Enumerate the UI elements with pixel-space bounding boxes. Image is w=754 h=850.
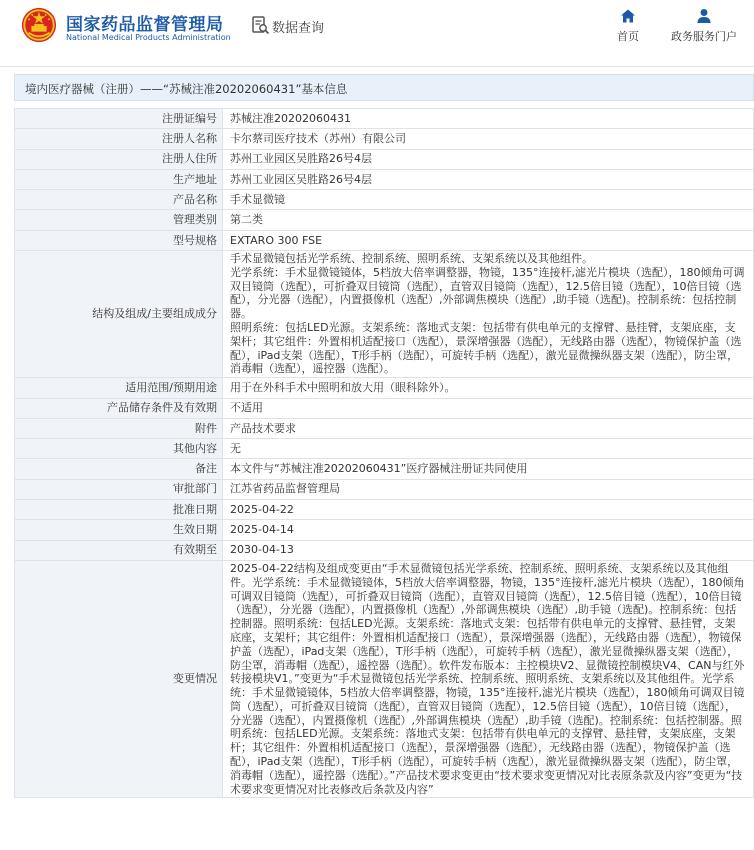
table-row [15,190,754,210]
row-label: 注册证编号 [15,109,223,129]
row-label: 产品储存条件及有效期 [15,398,223,418]
row-label: 产品名称 [15,190,223,210]
row-label: 有效期至 [15,540,223,560]
table-row [15,418,754,438]
table-row [15,251,754,378]
registrant-address-value: 苏州工业园区吴胜路26号4层 [223,149,754,169]
intended-use-value: 用于在外科手术中照明和放大用（眼科除外）。 [223,378,754,398]
site-name-en: National Medical Products Administration [66,33,231,42]
row-label: 附件 [15,418,223,438]
table-row [15,129,754,149]
site-header [0,0,754,66]
row-label: 管理类别 [15,210,223,230]
row-label: 结构及组成/主要组成成分 [15,251,223,378]
data-query-label[interactable]: 数据查询 [272,21,325,36]
table-row [15,520,754,540]
row-label: 型号规格 [15,230,223,250]
table-row [15,560,754,798]
national-emblem-icon [20,6,58,44]
site-name[interactable]: 国家药品监督管理局 [66,15,224,35]
header-divider [0,66,754,67]
structure-paragraph: 光学系统：手术显微镜镜体，5档放大倍率调整器，物镜，135°连接杆,滤光片模块（选配），180倾角可调双目镜筒（选配），可折叠双目镜筒（选配），直管双目镜筒（选配），12.5倍目镜（选配），10倍目镜（选配），分光器（选配），内置摄像机（选配）,外部调焦模块（选配）,助手镜（选配)。控制系统：包括控制器。 [230,265,745,321]
table-row [15,479,754,499]
row-label: 注册人住所 [15,149,223,169]
remark-value: 本文件与“苏械注准20202060431”医疗器械注册证共同使用 [223,459,754,479]
attachment-value: 产品技术要求 [223,418,754,438]
row-label: 生产地址 [15,169,223,189]
table-row [15,378,754,398]
production-address-value: 苏州工业园区吴胜路26号4层 [223,169,754,189]
storage-condition-value: 不适用 [223,398,754,418]
row-label: 审批部门 [15,479,223,499]
table-row [15,439,754,459]
approval-department-value: 江苏省药品监督管理局 [223,479,754,499]
registration-number-value: 苏械注准20202060431 [223,109,754,129]
structure-value [223,251,754,378]
nav-home[interactable] [612,8,644,44]
table-row [15,230,754,250]
row-label: 生效日期 [15,520,223,540]
effective-date-value: 2025-04-14 [223,520,754,540]
data-query-icon [252,16,270,36]
detail-table [14,108,754,798]
row-label: 注册人名称 [15,129,223,149]
row-label: 变更情况 [15,560,223,798]
other-content-value: 无 [223,439,754,459]
row-label: 备注 [15,459,223,479]
table-row [15,210,754,230]
row-label: 适用范围/预期用途 [15,378,223,398]
table-row [15,540,754,560]
row-label: 批准日期 [15,500,223,520]
registrant-name-value: 卡尔蔡司医疗技术（苏州）有限公司 [223,129,754,149]
structure-paragraph: 手术显微镜包括光学系统、控制系统、照明系统、支架系统以及其他组件。 [230,252,593,266]
table-row [15,459,754,479]
nav-service-portal[interactable] [664,8,744,44]
product-name-value: 手术显微镜 [223,190,754,210]
management-category-value: 第二类 [223,210,754,230]
table-row [15,398,754,418]
change-history-value: 2025-04-22结构及组成变更由“手术显微镜包括光学系统、控制系统、照明系统、支架系统以及其他组件。光学系统：手术显微镜镜体，5档放大倍率调整器，物镜，135°连接杆,滤光片模块（选配），180倾角可调双目镜筒（选配），可折叠双目镜筒（选配），直管双目镜筒（选配），12.5倍目镜（选配），10倍目镜（选配），分光器（选配），内置摄像机（选配）,外部调焦模块（选配）,助手镜（选配)。控制系统：包括控制器。照明系统：包括LED光源。支架系统：落地式支架：包括带有供电单元的支撑臂、悬挂臂，支架底座，支架杆；其它组件：外置相机适配接口（选配），景深增强器（选配），无线路由器（选配），物镜保护盖（选配），iPad支架（选配），T形手柄（选配），可旋转手柄（选配），激光显微操纵器支架（选配），防尘罩，消毒帽（选配），遥控器（选配）。软件发布版本：主控模块V2、显微镜控制模块V4、CAN与红外转接模块V1。”变更为“手术显微镜包括光学系统、控制系统、照明系统、支架系统以及其他组件。光学系统：手术显微镜镜体，5档放大倍率调整器，物镜，135°连接杆,滤光片模块（选配），180倾角可调双目镜筒（选配），可折叠双目镜筒（选配），直管双目镜筒（选配），12.5倍目镜（选配），10倍目镜（选配），分光器（选配），内置摄像机（选配）,外部调焦模块（选配）,助手镜（选配)。控制系统：包括控制器。照明系统：包括LED光源。支架系统：落地式支架：包括带有供电单元的支撑臂、悬挂臂，支架底座，支架杆；其它组件：外置相机适配接口（选配），景深增强器（选配），无线路由器（选配），物镜保护盖（选配），iPad支架（选配），T形手柄（选配），可旋转手柄（选配），激光显微操纵器支架（选配），防尘罩，消毒帽（选配），遥控器（选配）。”产品技术要求变更由“技术要求变更情况对比表原条款及内容”变更为“技术要求变更情况对比表修改后条款及内容” [223,560,754,798]
table-row [15,500,754,520]
page-title: 境内医疗器械（注册）——“苏械注准20202060431”基本信息 [25,82,348,96]
table-row [15,149,754,169]
structure-paragraph: 照明系统：包括LED光源。支架系统：落地式支架：包括带有供电单元的支撑臂、悬挂臂，支架底座，支架杆；其它组件：外置相机适配接口（选配），景深增强器（选配），无线路由器（选配），物镜保护盖（选配），iPad支架（选配），T形手柄（选配），可旋转手柄（选配），激光显微操纵器支架（选配），防尘罩，消毒帽（选配），遥控器（选配）。 [230,321,742,376]
expiry-date-value: 2030-04-13 [223,540,754,560]
row-label: 其他内容 [15,439,223,459]
table-row [15,169,754,189]
nav-home-label: 首页 [617,30,639,43]
page-title-bar [14,74,754,101]
approval-date-value: 2025-04-22 [223,500,754,520]
table-row [15,109,754,129]
user-icon [696,8,712,24]
home-icon [620,8,636,24]
nav-service-portal-label: 政务服务门户 [671,30,737,43]
model-spec-value: EXTARO 300 FSE [223,230,754,250]
